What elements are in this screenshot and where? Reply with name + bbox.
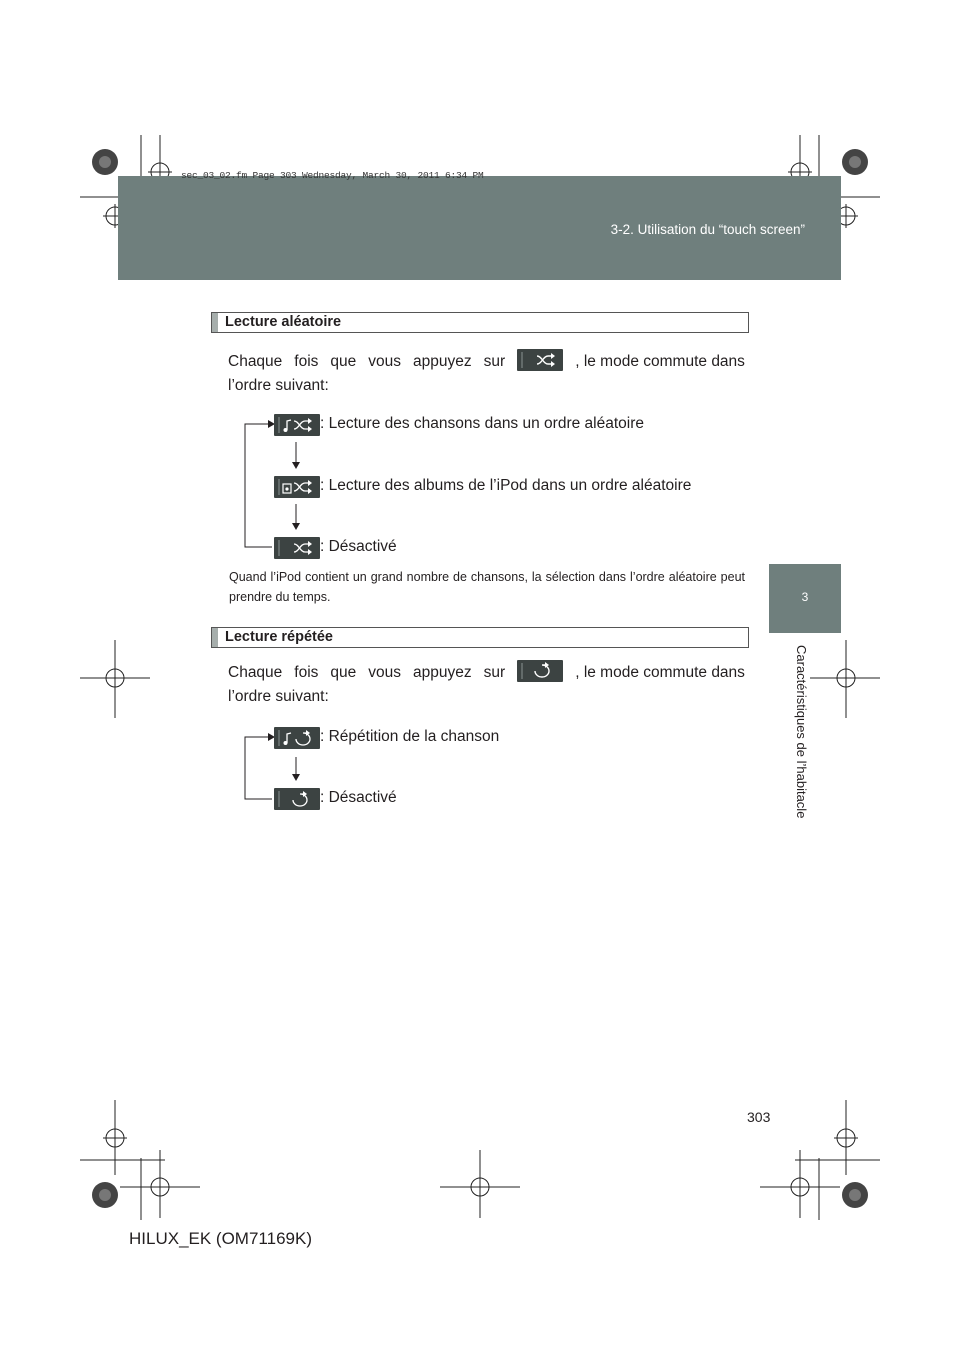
intro-word: sur	[483, 664, 506, 681]
repeat-item-label: : Désactivé	[320, 789, 397, 806]
intro-word: vous	[368, 353, 402, 370]
intro-word: sur	[483, 353, 506, 370]
shuffle-item-label: : Lecture des chansons dans un ordre aléatoire	[320, 415, 644, 432]
repeat-icon	[274, 788, 320, 810]
shuffle-heading-title: Lecture aléatoire	[225, 314, 342, 330]
repeat-song-icon	[274, 727, 320, 749]
intro-word: fois	[294, 353, 319, 370]
intro-word: appuyez	[413, 664, 472, 681]
intro-after: , le mode commute dans	[575, 353, 745, 370]
intro-word: Chaque	[228, 353, 283, 370]
model-code: HILUX_EK (OM71169K)	[129, 1229, 312, 1248]
intro-line2: l’ordre suivant:	[228, 688, 329, 705]
shuffle-item-label: : Désactivé	[320, 538, 397, 555]
intro-word: appuyez	[413, 353, 472, 370]
chapter-label: Caractéristiques de l’habitacle	[794, 645, 809, 819]
intro-word: Chaque	[228, 664, 283, 681]
intro-word: que	[330, 664, 357, 681]
intro-line2: l’ordre suivant:	[228, 377, 329, 394]
intro-word: que	[330, 353, 357, 370]
section-title: 3-2. Utilisation du “touch screen”	[610, 222, 805, 237]
intro-word: vous	[368, 664, 402, 681]
page-number: 303	[747, 1109, 771, 1125]
shuffle-item-label: : Lecture des albums de l’iPod dans un ordre aléatoire	[320, 477, 692, 494]
shuffle-note: Quand l’iPod contient un grand nombre de chansons, la sélection dans l’ordre aléatoire peut prendre du temps.	[229, 570, 745, 604]
file-stamp: sec_03_02.fm Page 303 Wednesday, March 30, 2011 6:34 PM	[181, 170, 484, 181]
chapter-number: 3	[801, 590, 809, 604]
repeat-item-label: : Répétition de la chanson	[320, 728, 500, 745]
repeat-heading-title: Lecture répétée	[225, 629, 333, 645]
intro-after: , le mode commute dans	[575, 664, 745, 681]
intro-word: fois	[294, 664, 319, 681]
